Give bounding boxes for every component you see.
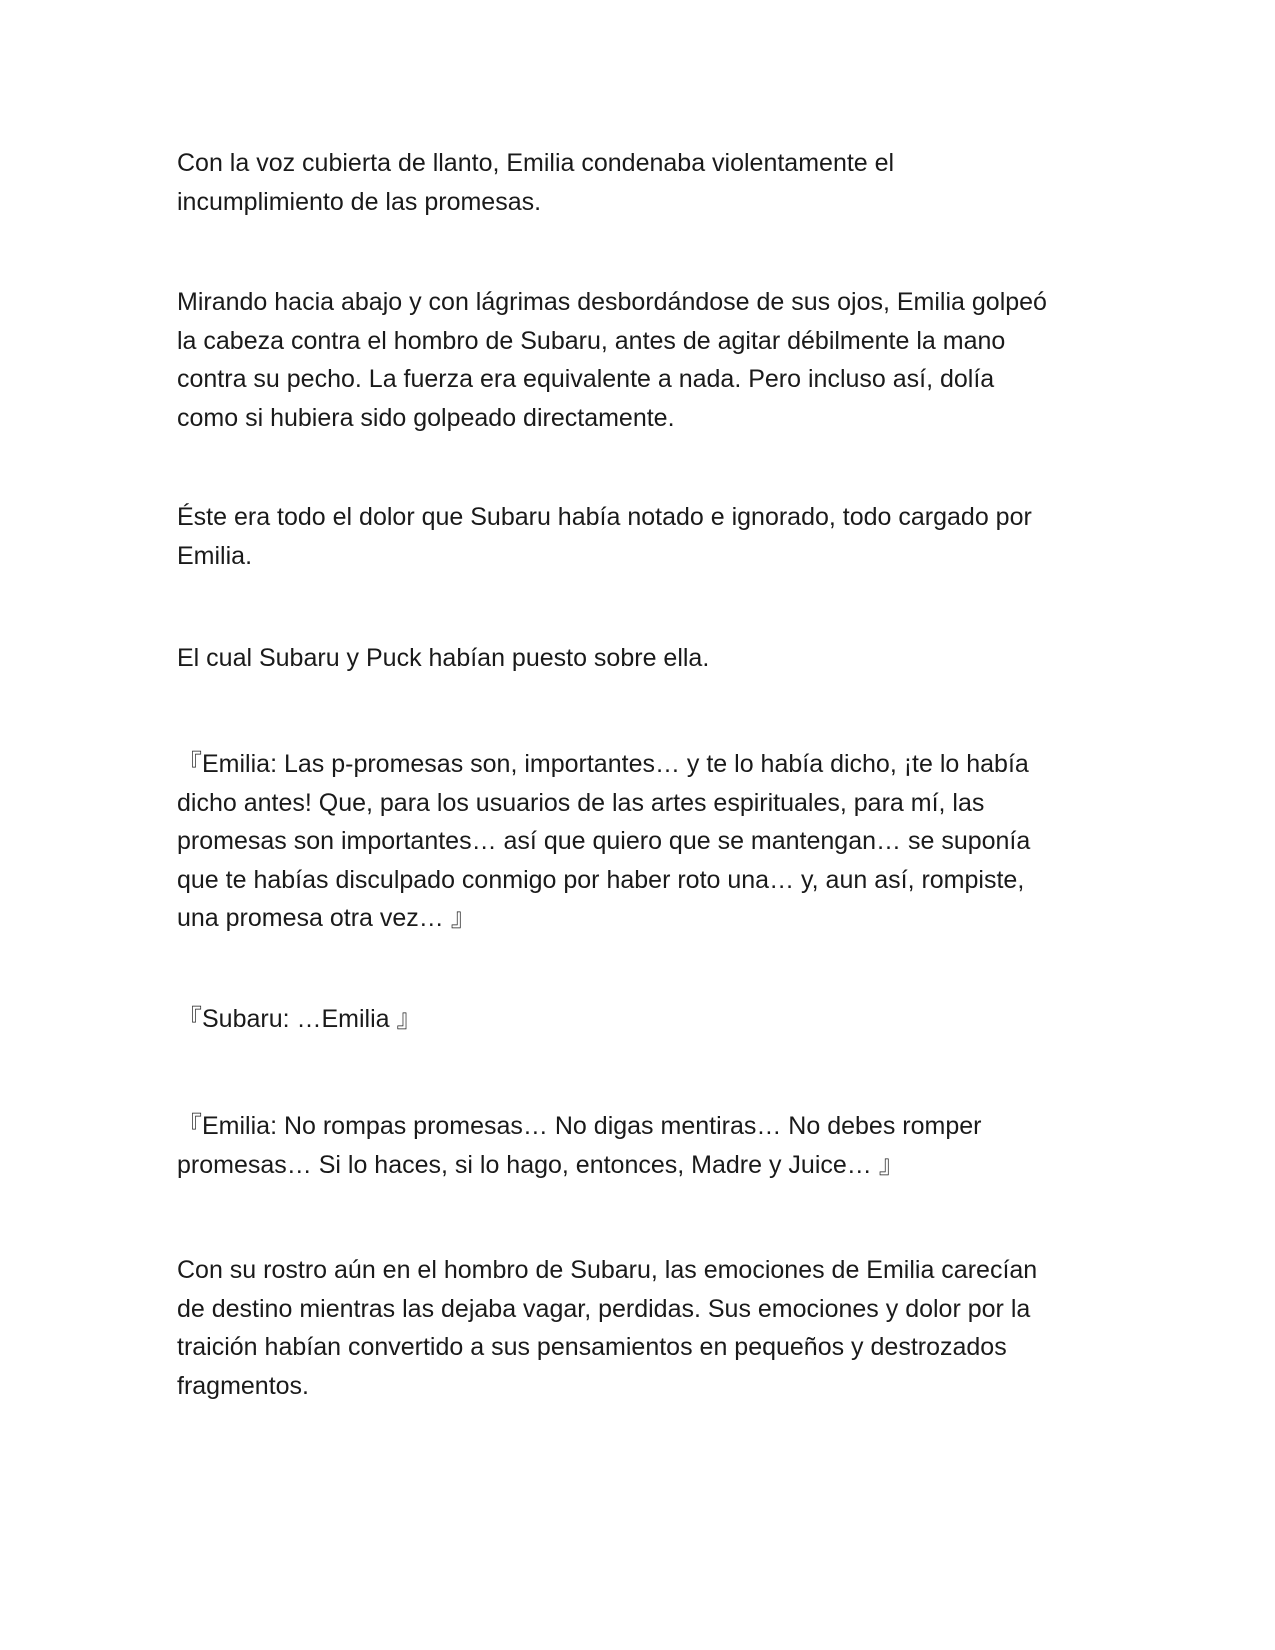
text-line: 『Emilia: No rompas promesas… No digas mentiras… No debes romper (177, 1112, 982, 1140)
text-line: fragmentos. (177, 1371, 310, 1400)
paragraph-narration-1 (177, 144, 1117, 221)
dialogue-emilia-1 (177, 745, 1117, 938)
text-line: contra su pecho. La fuerza era equivalente a nada. Pero incluso así, dolía (177, 365, 995, 393)
text-line: Éste era todo el dolor que Subaru había notado e ignorado, todo cargado por (177, 503, 1032, 531)
text-line: promesas… Si lo haces, si lo hago, entonces, Madre y Juice… 』 (177, 1150, 904, 1179)
text-line: incumplimiento de las promesas. (177, 187, 542, 216)
text-line: dicho antes! Que, para los usuarios de las artes espirituales, para mí, las (177, 788, 985, 817)
paragraph-narration-3 (177, 498, 1117, 575)
text-line: una promesa otra vez… 』 (177, 904, 476, 932)
paragraph-narration-2 (177, 283, 1117, 437)
text-line: Con la voz cubierta de llanto, Emilia condenaba violentamente el (177, 149, 895, 177)
text-line: como si hubiera sido golpeado directamente. (177, 403, 675, 432)
text-line: promesas son importantes… así que quiero que se mantengan… se suponía (177, 827, 1031, 855)
text-line: traición habían convertido a sus pensamientos en pequeños y destrozados (177, 1333, 1007, 1361)
text-line: El cual Subaru y Puck habían puesto sobre ella. (177, 644, 710, 672)
text-line: Con su rostro aún en el hombro de Subaru, las emociones de Emilia carecían (177, 1256, 1038, 1284)
dialogue-subaru (177, 1000, 1117, 1039)
text-line: Mirando hacia abajo y con lágrimas desbordándose de sus ojos, Emilia golpeó (177, 288, 1047, 316)
paragraph-narration-5 (177, 1251, 1117, 1405)
text-line: 『Emilia: Las p-promesas son, importantes… y te lo había dicho, ¡te lo había (177, 750, 1029, 778)
text-line: Emilia. (177, 541, 253, 570)
paragraph-narration-4 (177, 639, 1117, 678)
text-line: que te habías disculpado conmigo por haber roto una… y, aun así, rompiste, (177, 865, 1025, 894)
text-line: la cabeza contra el hombro de Subaru, antes de agitar débilmente la mano (177, 326, 1006, 355)
dialogue-emilia-2 (177, 1107, 1117, 1184)
text-line: de destino mientras las dejaba vagar, perdidas. Sus emociones y dolor por la (177, 1294, 1031, 1323)
text-line: 『Subaru: …Emilia 』 (177, 1005, 422, 1033)
